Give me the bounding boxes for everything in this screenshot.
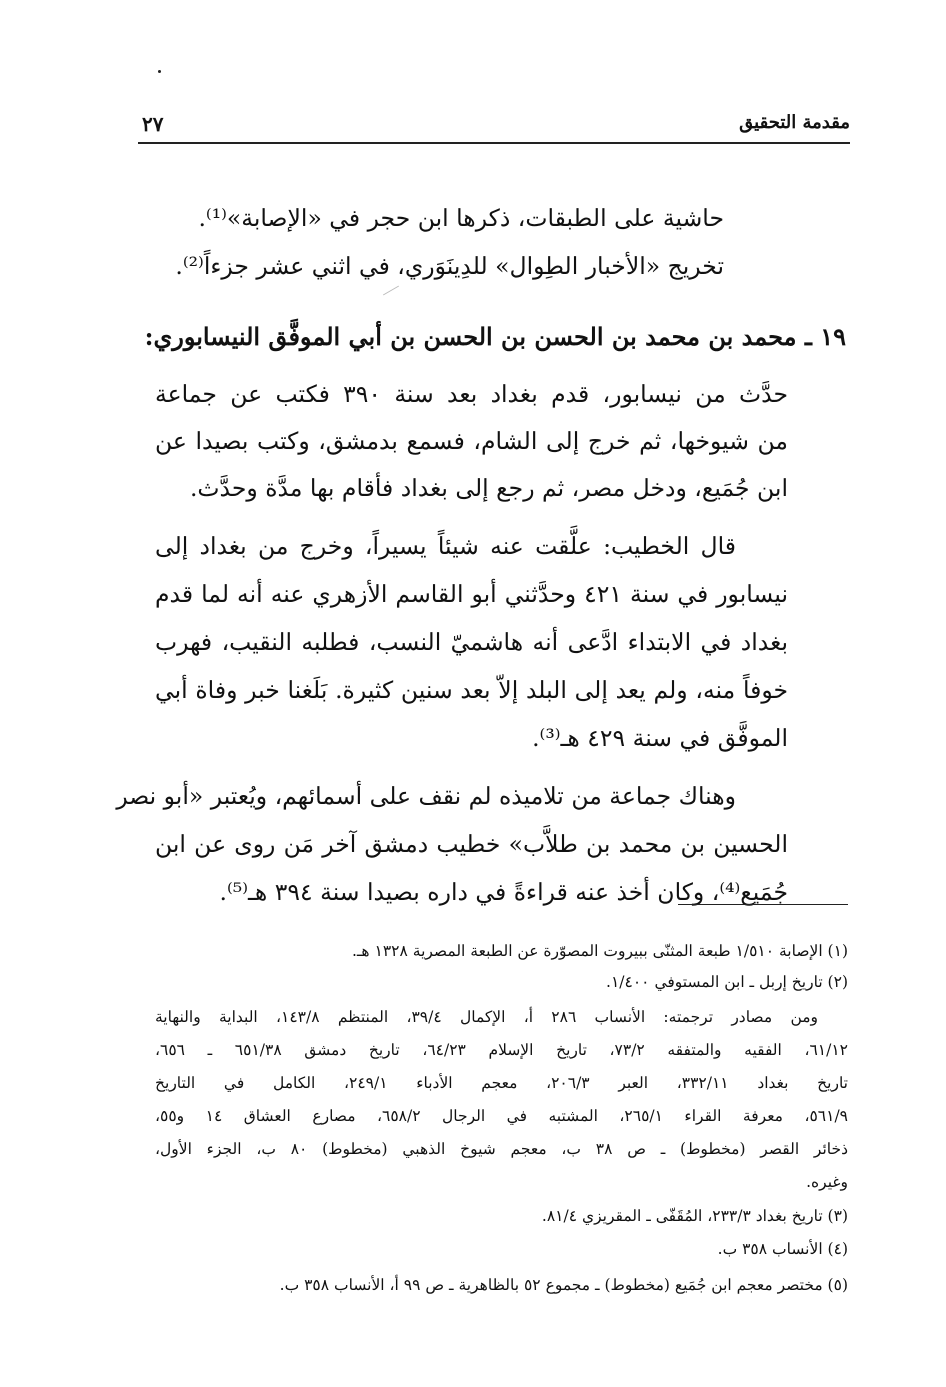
intro-line-1: حاشية على الطبقات، ذكرها ابن حجر في «الإصابة»⁽¹⁾. [198, 204, 724, 232]
footnote-2-sources-line-3: تاريخ بغداد ٣٣٢/١١، العبر ٢٠٦/٣، معجم الأدباء ٢٤٩/١، الكامل في التاريخ [155, 1074, 848, 1092]
para2-line-4: خوفاً منه، ولم يعد إلى البلد إلاّ بعد سنين كثيرة. بَلَغنا خبر وفاة أبي [155, 676, 788, 704]
footnote-2-sources-line-4: ٥٦١/٩، معرفة القراء ٢٦٥/١، المشتبه في الرجال ٦٥٨/٢، مصارع العشاق ١٤ و٥٥، [155, 1107, 848, 1125]
intro-line-2: تخريج «الأخبار الطِوال» للدِينَوَري، في اثني عشر جزءاً⁽²⁾. [175, 252, 724, 280]
footnote-2-sources-line-6: وغيره. [806, 1173, 848, 1191]
entry-heading: ١٩ ـ محمد بن محمد بن الحسن بن الحسن بن أبي الموفَّق النيسابوري: [144, 322, 846, 351]
para3-line-1: وهناك جماعة من تلاميذه لم نقف على أسمائهم، ويُعتبر «أبو نصر [116, 782, 736, 810]
footnote-2: (٢) تاريخ إربل ـ ابن المستوفي ١/٤٠٠. [606, 973, 848, 991]
faint-mark [383, 286, 399, 296]
header-rule [138, 142, 850, 144]
footnote-5: (٥) مختصر معجم ابن جُمَيع (مخطوط) ـ مجموع ٥٢ بالظاهرية ـ ص ٩٩ أ، الأنساب ٣٥٨ ب. [279, 1276, 848, 1294]
para3-line-2: الحسين بن محمد بن طلاَّب» خطيب دمشق آخر مَن روى عن ابن [155, 830, 788, 858]
running-header-title: مقدمة التحقيق [739, 112, 850, 133]
footnote-4: (٤) الأنساب ٣٥٨ ب. [717, 1240, 848, 1258]
footnote-2-sources-line-5: ذخائر القصر (مخطوط) ـ ص ٣٨ ب، معجم شيوخ الذهبي (مخطوط) ٨٠ ب، الجزء الأول، [155, 1140, 848, 1158]
footnote-3: (٣) تاريخ بغداد ٢٣٣/٣، المُقَفّى ـ المقريزي ٨١/٤. [541, 1207, 848, 1225]
para1-line-3: ابن جُمَيع، ودخل مصر، ثم رجع إلى بغداد فأقام بها مدَّة وحدَّث. [189, 474, 788, 502]
para2-line-3: بغداد في الابتداء ادَّعى أنه هاشميّ النسب، فطلبه النقيب، فهرب [155, 628, 788, 656]
para3-line-3: جُمَيع⁽⁴⁾، وكان أخذ عنه قراءةً في داره بصيدا سنة ٣٩٤ هـ⁽⁵⁾. [219, 878, 788, 906]
para2-line-5: الموفَّق في سنة ٤٢٩ هـ⁽³⁾. [532, 724, 788, 752]
para1-line-2: من شيوخها، ثم خرج إلى الشام، فسمع بدمشق، وكتب بصيدا عن [155, 427, 788, 455]
footnote-2-sources-line-2: ٦١/١٢، الفقيه والمتفقه ٧٣/٢، تاريخ الإسلام ٦٤/٢٣، تاريخ دمشق ٦٥١/٣٨ ـ ٦٥٦، [155, 1041, 848, 1059]
ink-dot [158, 70, 161, 73]
page-number: ٢٧ [142, 112, 164, 136]
footnote-1: (١) الإصابة ١/٥١٠ طبعة المثنّى ببيروت المصوّرة عن الطبعة المصرية ١٣٢٨ هـ. [351, 942, 848, 960]
para2-line-2: نيسابور في سنة ٤٢١ وحدَّثني أبو القاسم الأزهري عنه أنه لما قدم [155, 580, 788, 608]
para1-line-1: حدَّث من نيسابور، قدم بغداد بعد سنة ٣٩٠ فكتب عن جماعة [155, 380, 788, 408]
para2-line-1: قال الخطيب: علَّقت عنه شيئاً يسيراً، وخرج من بغداد إلى [155, 532, 736, 560]
footnote-rule [678, 904, 848, 905]
footnote-2-sources-line-1: ومن مصادر ترجمته: الأنساب ٢٨٦ أ، الإكمال ٣٩/٤، المنتظم ١٤٣/٨، البداية والنهاية [155, 1008, 819, 1026]
